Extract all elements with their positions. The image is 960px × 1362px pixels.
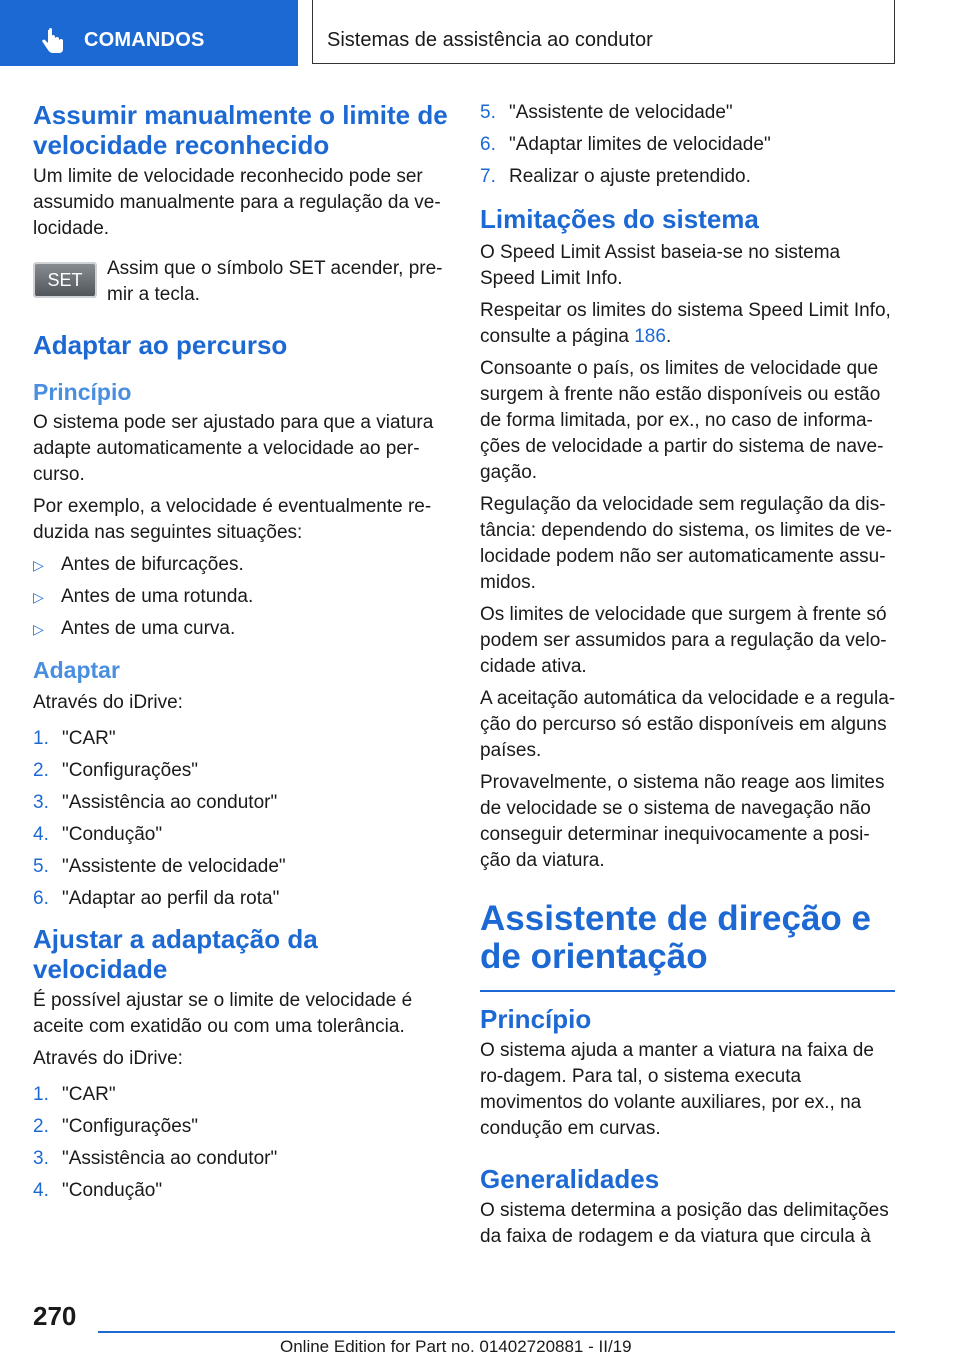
paragraph-principio-2: Por exemplo, a velocidade é eventualmente re-duzida nas seguintes situações: — [33, 496, 432, 543]
list-item: 5. "Assistente de velocidade" — [33, 856, 286, 877]
heading-assumir: Assumir manualmente o limite de velocidade reconhecido — [33, 100, 448, 160]
page-reference-link[interactable]: 186 — [634, 326, 666, 347]
steps-list-2 — [33, 1082, 449, 1204]
paragraph-set: Assim que o símbolo SET acender, pre-mir a tecla. — [107, 258, 443, 305]
list-item: 2. "Configurações" — [33, 1116, 199, 1137]
section-tab — [0, 0, 298, 66]
set-label: SET — [47, 269, 83, 290]
list-item: 6. "Adaptar ao perfil da rota" — [33, 888, 280, 909]
left-column — [33, 100, 449, 1210]
list-item: 1. "CAR" — [33, 1084, 116, 1105]
list-item: 4. "Condução" — [33, 1180, 163, 1201]
list-item: ▷ Antes de uma rotunda. — [33, 584, 449, 610]
heading-assistente-direcao: Assistente de direção e de orientação — [480, 899, 871, 976]
chapter-box — [312, 0, 895, 64]
situations-list — [33, 552, 449, 642]
list-item: 2. "Configurações" — [33, 760, 199, 781]
list-item: 5. "Assistente de velocidade" — [480, 102, 733, 123]
paragraph-assumir: Um limite de velocidade reconhecido pode ser assumido manualmente para a regulação da ve-locidade. — [33, 166, 441, 239]
section-divider — [480, 990, 895, 992]
right-column — [480, 100, 896, 1250]
list-item: ▷ Antes de uma curva. — [33, 616, 449, 642]
list-item: 6. "Adaptar limites de velocidade" — [480, 134, 771, 155]
paragraph-ajustar: É possível ajustar se o limite de velocidade é aceite com exatidão ou com uma tolerância. — [33, 990, 413, 1037]
heading-principio-right: Princípio — [480, 1004, 592, 1034]
chapter-title: Sistemas de assistência ao condutor — [327, 29, 653, 51]
edition-info: Online Edition for Part no. 01402720881 - II/19 — [280, 1337, 632, 1356]
steps-list-3 — [480, 100, 896, 190]
paragraph-limitacoes-6: A aceitação automática da velocidade e a regula-ção do percurso só estão disponíveis em alguns países. — [480, 688, 896, 761]
list-item: 1. "CAR" — [33, 728, 116, 749]
paragraph-limitacoes-7: Provavelmente, o sistema não reage aos limites de velocidade se o sistema de navegação não conseguir determinar inequivocamente a posi-ção da viatura. — [480, 772, 885, 871]
paragraph-limitacoes-1: O Speed Limit Assist baseia-se no sistema Speed Limit Info. — [480, 242, 841, 289]
list-item: 7. Realizar o ajuste pretendido. — [480, 166, 751, 187]
paragraph-limitacoes-5: Os limites de velocidade que surgem à frente só podem ser assumidos para a regulação da velo-cidade ativa. — [480, 604, 887, 677]
heading-adaptar: Adaptar — [33, 657, 120, 683]
triangle-bullet-icon: ▷ — [33, 589, 44, 605]
section-label: COMANDOS — [84, 29, 205, 51]
heading-limitacoes: Limitações do sistema — [480, 204, 759, 234]
paragraph-idrive-1: Através do iDrive: — [33, 692, 183, 713]
set-button-icon — [33, 262, 97, 298]
page-number: 270 — [33, 1301, 77, 1331]
footer-divider — [98, 1331, 895, 1333]
list-item: 4. "Condução" — [33, 824, 163, 845]
paragraph-principio-1: O sistema pode ser ajustado para que a viatura adapte automaticamente a velocidade ao per-curso. — [33, 412, 434, 485]
paragraph-idrive-2: Através do iDrive: — [33, 1048, 183, 1069]
paragraph-generalidades: O sistema determina a posição das delimitações da faixa de rodagem e da viatura que circula à — [480, 1200, 889, 1247]
list-item: 3. "Assistência ao condutor" — [33, 1148, 278, 1169]
heading-principio: Princípio — [33, 379, 132, 405]
paragraph-principio-right: O sistema ajuda a manter a viatura na faixa de ro-dagem. Para tal, o sistema executa movimentos do volante auxiliares, por ex., na condução em curvas. — [480, 1040, 874, 1139]
heading-ajustar: Ajustar a adaptação da velocidade — [33, 924, 318, 984]
paragraph-limitacoes-3: Consoante o país, os limites de velocidade que surgem à frente não estão disponíveis ou estão de forma limitada, por ex., no caso de informa-ções de velocidade a partir do sistema de nave-gação. — [480, 358, 884, 483]
list-item: 3. "Assistência ao condutor" — [33, 792, 278, 813]
list-item: ▷ Antes de bifurcações. — [33, 552, 449, 578]
paragraph-limitacoes-2: Respeitar os limites do sistema Speed Limit Info, consulte a página 186. — [480, 300, 891, 347]
set-instruction — [33, 256, 449, 308]
heading-adaptar-percurso: Adaptar ao percurso — [33, 330, 288, 360]
paragraph-limitacoes-4: Regulação da velocidade sem regulação da dis-tância: dependendo do sistema, os limites de ve-locidade podem não ser automaticamente assu-midos. — [480, 494, 892, 593]
hand-pointer-icon — [38, 27, 68, 57]
heading-generalidades: Generalidades — [480, 1164, 660, 1194]
triangle-bullet-icon: ▷ — [33, 621, 44, 637]
triangle-bullet-icon: ▷ — [33, 557, 44, 573]
steps-list-1 — [33, 726, 449, 912]
